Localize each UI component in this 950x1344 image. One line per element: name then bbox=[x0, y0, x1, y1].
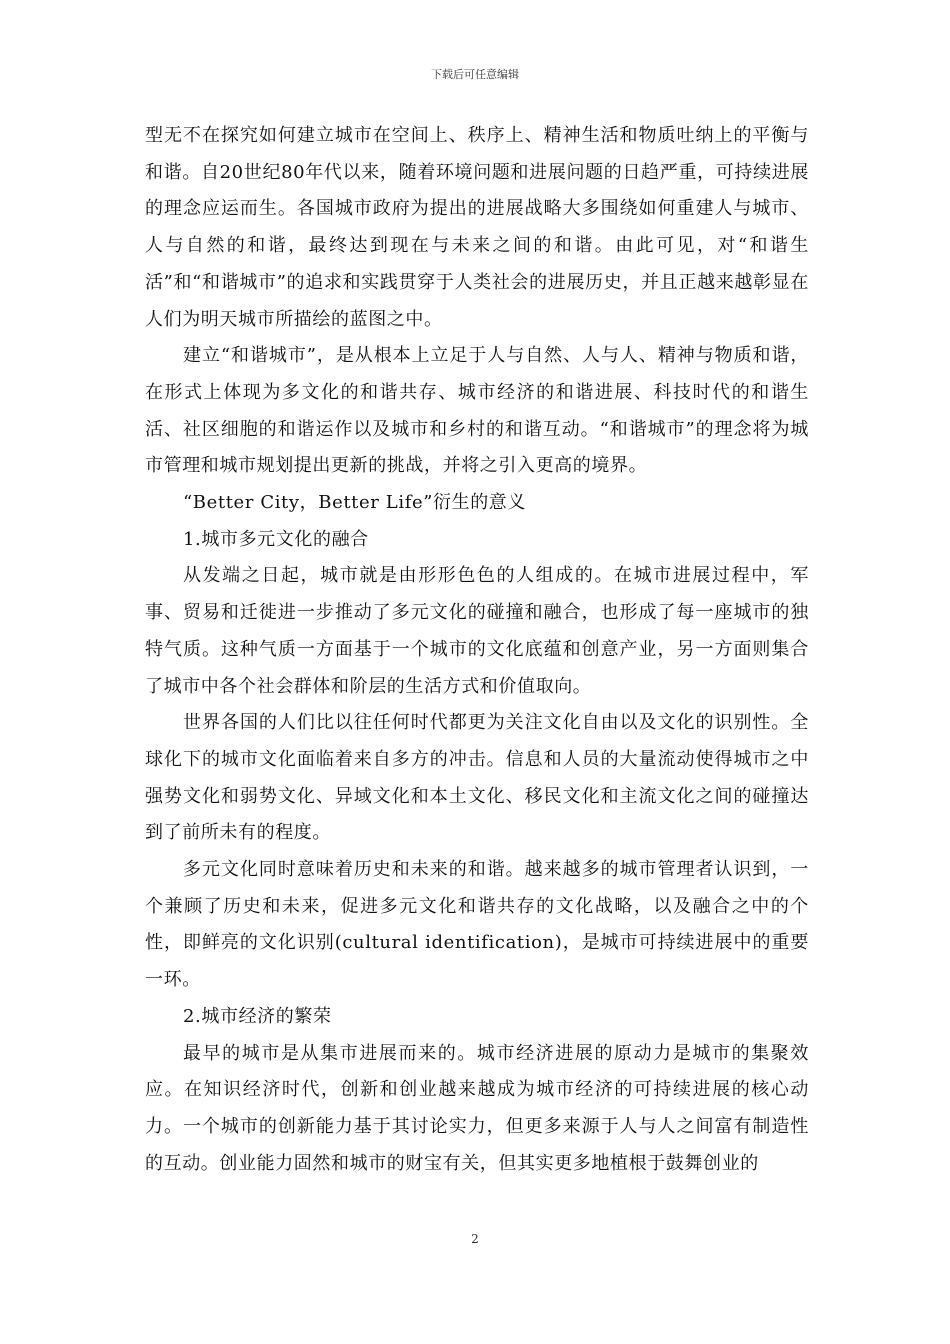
page-number: 2 bbox=[471, 1232, 479, 1246]
subsection-heading: 2.城市经济的繁荣 bbox=[183, 1005, 332, 1027]
paragraph: 多元文化同时意味着历史和未来的和谐。越来越多的城市管理者认识到，一个兼顾了历史和未来，促进多元文化和谐共存的文化战略，以及融合之中的个性，即鲜亮的文化识别(cultural identification)，是城市可持续进展中的重要一环。 bbox=[145, 859, 809, 991]
document-body bbox=[145, 118, 809, 1182]
section-heading: “Better City，Better Life”衍生的意义 bbox=[183, 492, 527, 514]
paragraph: 建立“和谐城市”，是从根本上立足于人与自然、人与人、精神与物质和谐，在形式上体现为多文化的和谐共存、城市经济的和谐进展、科技时代的和谐生活、社区细胞的和谐运作以及城市和乡村的和谐互动。“和谐城市”的理念将为城市管理和城市规划提出更新的挑战，并将之引入更高的境界。 bbox=[145, 345, 809, 477]
page-header: 下载后可任意编辑 bbox=[431, 68, 519, 81]
paragraph: 从发端之日起，城市就是由形形色色的人组成的。在城市进展过程中，军事、贸易和迁徙进一步推动了多元文化的碰撞和融合，也形成了每一座城市的独特气质。这种气质一方面基于一个城市的文化底蕴和创意产业，另一方面则集合了城市中各个社会群体和阶层的生活方式和价值取向。 bbox=[145, 565, 809, 697]
subsection-heading: 1.城市多元文化的融合 bbox=[183, 528, 369, 550]
paragraph: 最早的城市是从集市进展而来的。城市经济进展的原动力是城市的集聚效应。在知识经济时代，创新和创业越来越成为城市经济的可持续进展的核心动力。一个城市的创新能力基于其讨论实力，但更多来源于人与人之间富有制造性的互动。创业能力固然和城市的财宝有关，但其实更多地植根于鼓舞创业的 bbox=[145, 1042, 809, 1174]
paragraph: 世界各国的人们比以往任何时代都更为关注文化自由以及文化的识别性。全球化下的城市文化面临着来自多方的冲击。信息和人员的大量流动使得城市之中强势文化和弱势文化、异域文化和本土文化、移民文化和主流文化之间的碰撞达到了前所未有的程度。 bbox=[145, 712, 809, 844]
paragraph: 型无不在探究如何建立城市在空间上、秩序上、精神生活和物质吐纳上的平衡与和谐。自20世纪80年代以来，随着环境问题和进展问题的日趋严重，可持续进展的理念应运而生。各国城市政府为提出的进展战略大多围绕如何重建人与城市、人与自然的和谐，最终达到现在与未来之间的和谐。由此可见，对“和谐生活”和“和谐城市”的追求和实践贯穿于人类社会的进展历史，并且正越来越彰显在人们为明天城市所描绘的蓝图之中。 bbox=[145, 125, 809, 330]
